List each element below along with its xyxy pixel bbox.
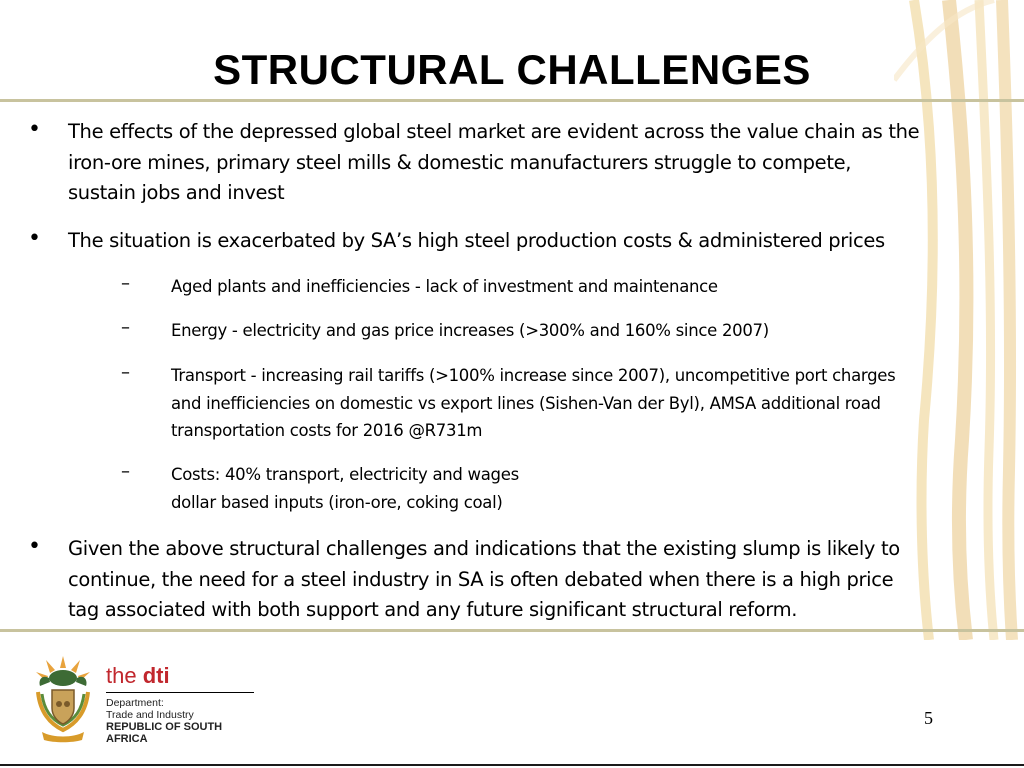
bullet-line: sustain jobs and invest xyxy=(68,181,285,204)
footer-divider xyxy=(0,629,1024,632)
sub-bullet-energy xyxy=(121,317,1001,345)
sub-bullet-marker: – xyxy=(121,317,130,338)
coat-of-arms-icon xyxy=(28,652,98,744)
bullet-line: The effects of the depressed global steel market are evident across the value chain as the xyxy=(68,120,920,143)
sub-bullet-line: transportation costs for 2016 @R731m xyxy=(171,421,483,440)
page-title: STRUCTURAL CHALLENGES xyxy=(213,46,811,93)
sub-bullet-marker: – xyxy=(121,461,130,482)
dept-line-2: Trade and Industry xyxy=(106,709,194,721)
bullet-structural-reform xyxy=(28,534,998,626)
bullet-marker: • xyxy=(28,534,41,559)
bullet-line: tag associated with both support and any future significant structural reform. xyxy=(68,598,798,621)
bullet-marker: • xyxy=(28,117,41,142)
sub-bullet-line: and inefficiencies on domestic vs export lines (Sishen-Van der Byl), AMSA additional road xyxy=(171,393,881,413)
title-divider xyxy=(0,99,1024,102)
page-number: 5 xyxy=(924,708,933,728)
dti-wordmark xyxy=(106,664,266,745)
sub-bullet-marker: – xyxy=(121,273,130,294)
sub-bullet-line: Aged plants and inefficiencies - lack of investment and maintenance xyxy=(171,277,718,296)
bullet-marker: • xyxy=(28,226,41,251)
bullet-production-costs xyxy=(28,226,998,257)
logo-rule xyxy=(106,692,254,693)
dept-line-1: Department: xyxy=(106,697,164,709)
dti-brand xyxy=(106,664,266,688)
bullet-line: continue, the need for a steel industry in SA is often debated when there is a high price xyxy=(68,567,894,591)
bullet-value-chain xyxy=(28,117,998,209)
bottom-border xyxy=(0,764,1024,766)
sub-bullet-line: dollar based inputs (iron-ore, coking coal) xyxy=(171,492,503,512)
bullet-line: The situation is exacerbated by SA’s high steel production costs & administered prices xyxy=(68,229,885,252)
dept-line-3: REPUBLIC OF SOUTH AFRICA xyxy=(106,721,223,745)
sub-bullet-line: Energy - electricity and gas price increases (>300% and 160% since 2007) xyxy=(171,321,769,340)
sub-bullet-line: Costs: 40% transport, electricity and wages xyxy=(171,465,519,484)
bullet-line: iron-ore mines, primary steel mills & domestic manufacturers struggle to compete, xyxy=(68,150,852,174)
brand-dti: dti xyxy=(142,663,170,688)
sub-bullet-line: Transport - increasing rail tariffs (>100% increase since 2007), uncompetitive port charges xyxy=(171,366,896,385)
sub-bullet-costs xyxy=(121,461,1001,516)
sub-bullet-aged-plants xyxy=(121,273,1001,301)
brand-the: the xyxy=(106,663,137,688)
bullet-line: Given the above structural challenges and indications that the existing slump is likely to xyxy=(68,537,900,560)
sub-bullet-marker: – xyxy=(121,362,130,383)
sub-bullet-transport xyxy=(121,362,1001,445)
